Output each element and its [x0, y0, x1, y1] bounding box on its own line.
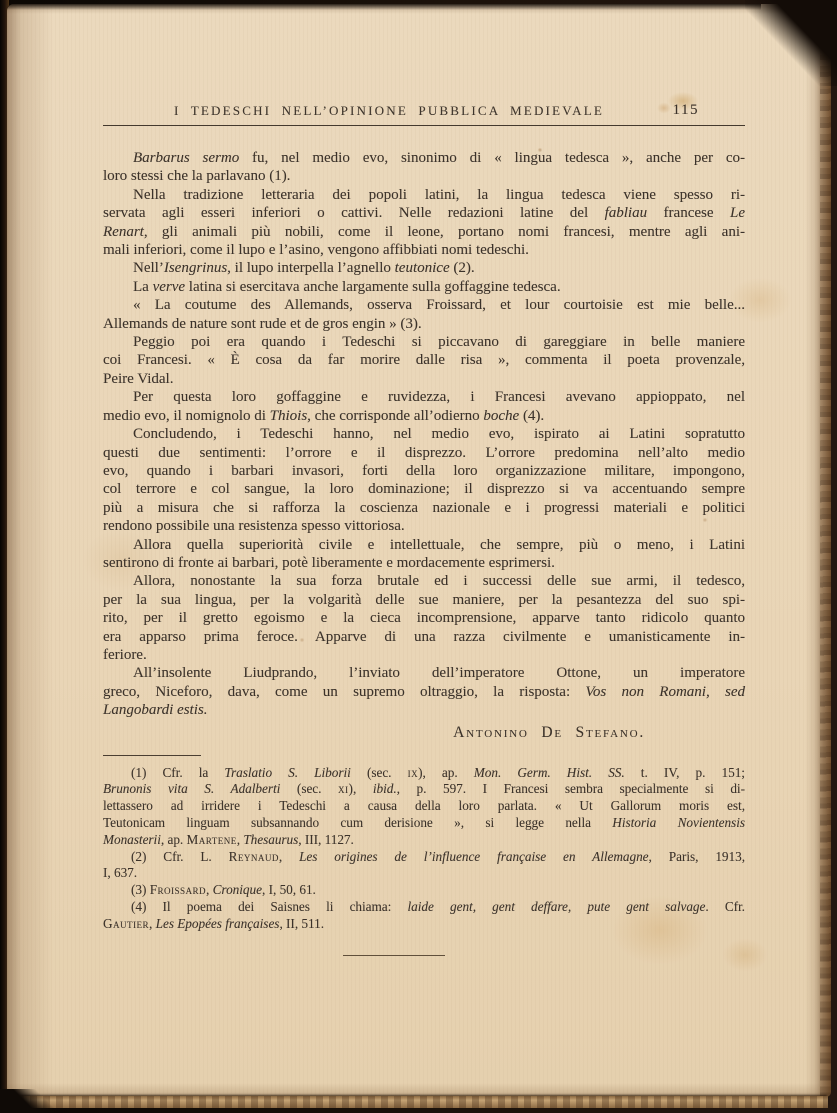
footnote-paragraph — [103, 899, 745, 933]
backdrop-corner-bottom-left — [0, 1089, 72, 1113]
page-number: 115 — [672, 102, 699, 118]
body-paragraph — [103, 149, 745, 186]
body-paragraph — [103, 278, 745, 296]
author-signature: Antonino De Stefano. — [453, 723, 645, 741]
body-line: servata agli esseri inferiori o cattivi. Nelle redazioni latine del fabliau francese Le — [103, 205, 745, 222]
book-page — [7, 4, 831, 1097]
body-line: mali inferiori, come il lupo e l’asino, vengono affibbiati nomi tedeschi. — [103, 242, 529, 259]
header-rule — [103, 125, 745, 126]
body-paragraph — [103, 186, 745, 260]
body-line: evo, quando i barbari invasori, forti della loro organizzazione militare, impongono, — [103, 462, 745, 479]
backdrop-corner-top-right — [745, 0, 837, 86]
footnote-paragraph — [103, 765, 745, 849]
body-line: Nell’Isengrinus, il lupo interpella l’agnello teutonice (2). — [133, 260, 475, 277]
footnote-line: Gautier, Les Epopées françaises, II, 511. — [103, 915, 324, 931]
body-line: questi due sentimenti: l’orrore e il disprezzo. L’orrore predomina nell’alto medio — [103, 444, 745, 461]
footnote-line: (1) Cfr. la Traslatio S. Liborii (sec. ix), ap. Mon. Germ. Hist. SS. t. IV, p. 151; — [131, 764, 745, 780]
page-edge-top-shadow — [7, 4, 761, 10]
footnote-line: (4) Il poema dei Saisnes li chiama: laide gent, gent deffare, pute gent salvage. Cfr. — [131, 898, 745, 914]
running-header — [103, 103, 745, 120]
body-line: Langobardi estis. — [103, 702, 208, 719]
body-paragraph — [103, 259, 745, 277]
body-paragraph — [103, 296, 745, 333]
body-line: rito, per il gretto egoismo e la cieca incomprensione, apparve tanto ridicolo quanto — [103, 610, 745, 627]
footnote-separator-rule — [103, 755, 201, 756]
body-paragraph — [103, 536, 745, 573]
body-line: Peggio poi era quando i Tedeschi si piccavano di gareggiare in belle maniere — [133, 334, 745, 351]
footnote-line: I, 637. — [103, 865, 138, 881]
body-line: La verve latina si esercitava anche largamente sulla goffaggine tedesca. — [133, 278, 561, 295]
footnote-line: (2) Cfr. L. Reynaud, Les origines de l’influence française en Allemagne, Paris, 1913, — [131, 848, 745, 864]
footnote-line: lettassero ad irridere i Tedeschi a causa della loro parlata. « Ut Gallorum moris est, — [103, 798, 745, 814]
footnote-paragraph — [103, 849, 745, 883]
footnotes — [103, 765, 745, 933]
body-line: Renart, gli animali più nobili, come il leone, portano nomi francesi, mentre agli ani- — [103, 223, 745, 240]
body-line: Nella tradizione letteraria dei popoli latini, la lingua tedesca viene spesso ri- — [133, 186, 745, 203]
body-line: col terrore e col sangue, la loro dominazione; il disprezzo si va accentuando sempre — [103, 481, 745, 498]
body-line: All’insolente Liudprando, l’inviato dell’imperatore Ottone, un imperatore — [133, 665, 745, 682]
end-of-article-rule — [343, 955, 445, 956]
body-line: « La coutume des Allemands, osserva Froissard, et lour courtoisie est mie belle... — [133, 297, 745, 314]
footnote-line: Teutonicam linguam subsannando cum derisione », si legge nella Historia Novientensis — [103, 814, 745, 830]
body-paragraph — [103, 572, 745, 664]
footnote-line: Brunonis vita S. Adalberti (sec. xi), ibid., p. 597. I Francesi sembra specialmente si di- — [103, 781, 745, 797]
body-line: Allora, nonostante la sua forza brutale ed i successi delle sue armi, il tedesco, — [133, 573, 745, 590]
body-line: loro stessi che la parlavano (1). — [103, 168, 291, 185]
body-line: Allora quella superiorità civile e intellettuale, che sempre, più o meno, i Latini — [133, 536, 745, 553]
body-line: più a misura che si rafforza la coscienza nazionale e i progressi materiali e politici — [103, 499, 745, 516]
body-line: per la sua lingua, per la volgarità delle sue maniere, per la pesantezza del suo spi- — [103, 591, 745, 608]
footnote-paragraph — [103, 882, 745, 899]
page-content — [103, 103, 745, 956]
body-text — [103, 149, 745, 720]
body-paragraph — [103, 664, 745, 719]
body-line: Per questa loro goffaggine e ruvidezza, i Francesi avevano appioppato, nel — [133, 389, 745, 406]
body-line: greco, Niceforo, dava, come un supremo oltraggio, la risposta: Vos non Romani, sed — [103, 683, 745, 700]
body-line: rendono possibile una resistenza spesso vittoriosa. — [103, 518, 405, 535]
body-line: medio evo, il nomignolo di Thiois, che corrisponde all’odierno boche (4). — [103, 407, 545, 424]
body-line: Barbarus sermo fu, nel medio evo, sinonimo di « lingua tedesca », anche per co- — [133, 150, 745, 166]
body-line: era apparso prima feroce. Apparve di una razza civilmente e umanisticamente in- — [103, 628, 745, 645]
running-header-title: I TEDESCHI NELL’OPINIONE PUBBLICA MEDIEVALE — [174, 103, 604, 118]
body-line: Concludendo, i Tedeschi hanno, nel medio evo, ispirato ai Latini sopratutto — [133, 426, 745, 443]
body-paragraph — [103, 333, 745, 388]
body-line: feriore. — [103, 646, 147, 663]
page-deckle-edge-right — [820, 4, 831, 1097]
body-line: coi Francesi. « È cosa da far morire dalle risa », commenta il poeta provenzale, — [103, 352, 745, 369]
body-line: Allemands de nature sont rude et de gros engin » (3). — [103, 315, 422, 332]
body-line: Peire Vidal. — [103, 370, 174, 387]
footnote-line: Monasterii, ap. Martene, Thesaurus, III, 1127. — [103, 831, 354, 847]
body-paragraph — [103, 425, 745, 535]
page-stack-bottom-edge — [4, 1096, 828, 1108]
body-paragraph — [103, 388, 745, 425]
body-line: sentirono di fronte ai barbari, potè liberamente e mordacemente esprimersi. — [103, 554, 555, 571]
footnote-line: (3) Froissard, Cronique, I, 50, 61. — [131, 882, 316, 898]
